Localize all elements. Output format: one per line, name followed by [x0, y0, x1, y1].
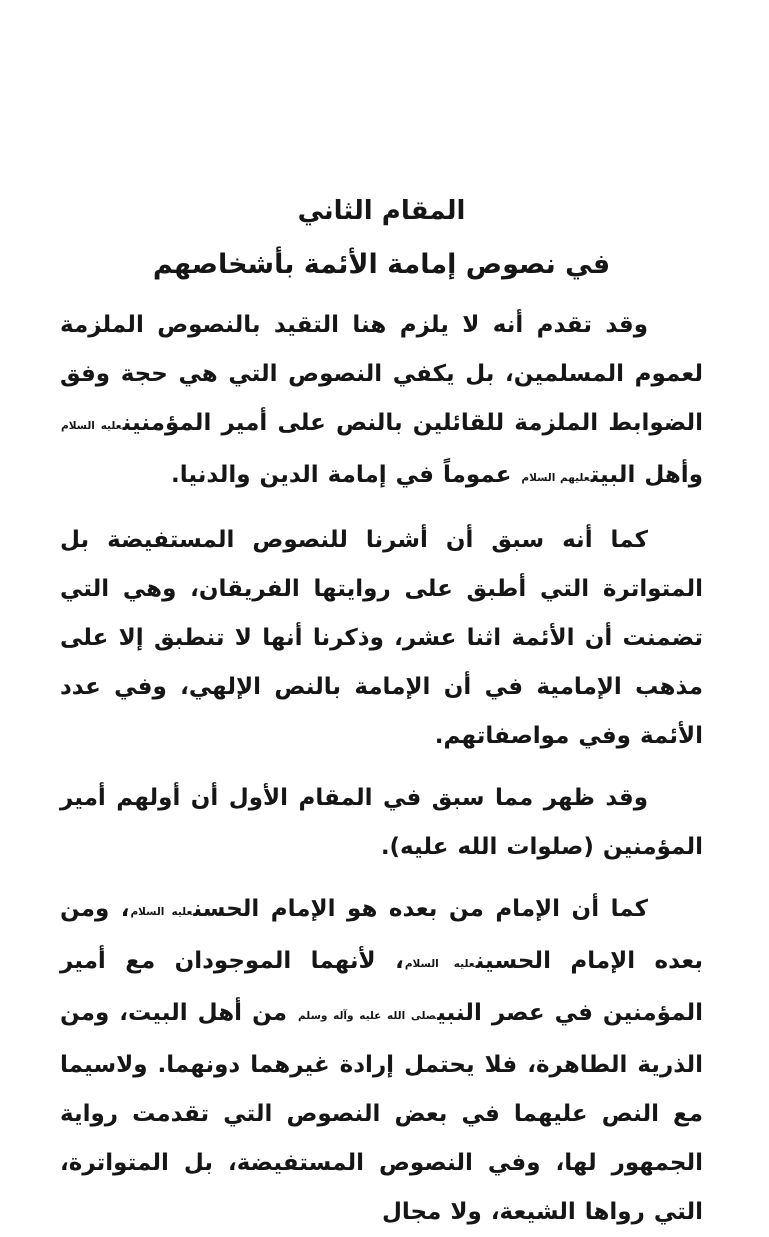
paragraph-text: عموماً في إمامة الدين والدنيا. — [171, 462, 521, 488]
paragraph-text: كما أنه سبق أن أشرنا للنصوص المستفيضة بل المتواترة التي أطبق على روايتها الفريقان، وهي التي تضمنت أن الأئمة اثنا عشر، وذكرنا أنها لا تنطبق إلا على مذهب الإمامية في أن الإمامة بالنص الإلهي، وفي عدد الأئمة وفي مواصفاتهم. — [60, 527, 703, 749]
paragraph-text: ، ومن بعده الإمام الحسين — [60, 896, 703, 974]
paragraph-text: كما أن الإمام من بعده هو الإمام الحسن — [193, 896, 649, 922]
paragraph — [60, 885, 703, 1237]
paragraph — [60, 516, 703, 761]
paragraphs — [60, 301, 703, 1237]
honorific-mark: عليه السلام — [404, 958, 475, 970]
paragraph-text: ، لأنهما الموجودان مع أمير المؤمنين في عصر النبي — [60, 948, 704, 1026]
paragraph — [60, 301, 703, 503]
honorific-mark: عليهم السلام — [521, 472, 590, 484]
honorific-mark: عليه السلام — [61, 420, 122, 432]
paragraph — [60, 774, 703, 872]
page-title: المقام الثاني — [297, 196, 466, 226]
paragraph-text: وقد ظهر مما سبق في المقام الأول أن أولهم أمير المؤمنين (صلوات الله عليه). — [60, 785, 703, 860]
paragraph-text: من أهل البيت، ومن الذرية الطاهرة، فلا يحتمل إرادة غيرهما دونهما. ولاسيما مع النص عليهما في بعض النصوص التي تقدمت رواية الجمهور لها، وفي النصوص المستفيضة، بل المتواترة، التي رواها الشيعة، ولا مجال — [60, 1000, 703, 1225]
honorific-mark: صلى الله عليه وآله وسلم — [298, 1010, 437, 1022]
honorific-mark: عليه السلام — [130, 906, 193, 918]
page-subtitle: في نصوص إمامة الأئمة بأشخاصهم — [152, 249, 611, 280]
paragraph-text: وقد تقدم أنه لا يلزم هنا التقيد بالنصوص الملزمة لعموم المسلمين، بل يكفي النصوص التي هي حجة وفق الضوابط الملزمة للقائلين بالنص على أمير المؤمنين — [60, 312, 703, 436]
paragraph-text: وأهل البيت — [590, 462, 703, 488]
